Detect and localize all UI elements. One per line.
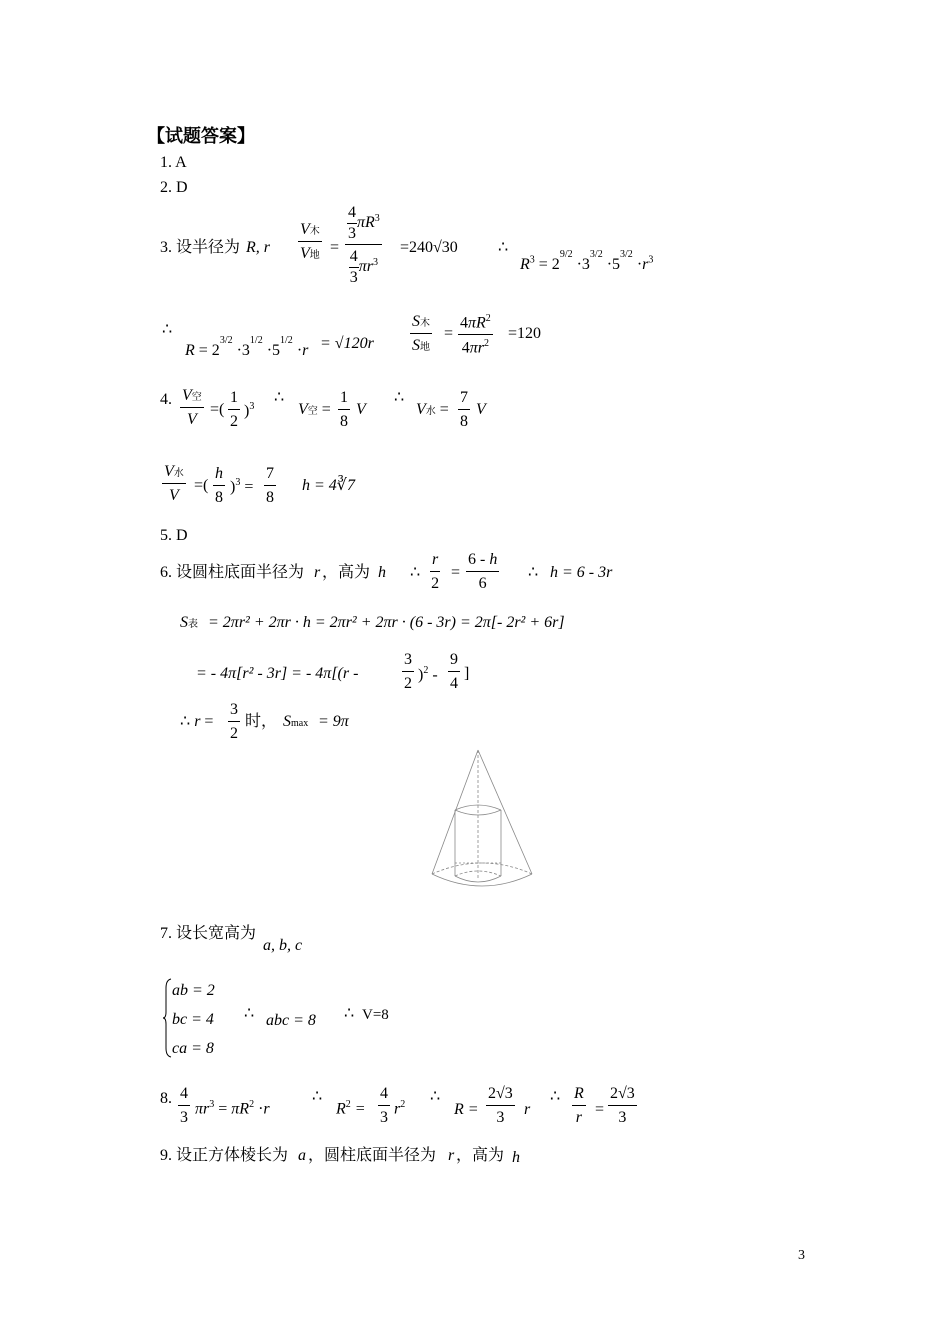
q6-line1: = 2πr² + 2πr · h = 2πr² + 2πr · (6 - 3r) = 2π[- 2r² + 6r]: [208, 614, 565, 631]
answers-heading: 【试题答案】: [147, 126, 255, 147]
q8-prefix: 8.: [160, 1090, 172, 1107]
q3-volume-ratio: V木 V地: [300, 221, 320, 262]
left-brace: [162, 978, 172, 1058]
q7-abc: abc = 8: [266, 1012, 316, 1029]
q3-big-fraction: $\frac{4}{3}$ $\pi R^3$ $\frac{4}{3}$ $\pi r^3$: [345, 205, 382, 286]
therefore-symbol: ∴: [498, 239, 509, 256]
q9-prefix: 9. 设正方体棱长为: [160, 1147, 289, 1164]
q3-r-expr: $R = 2^{3/2} \cdot 3^{1/2} \cdot 5^{1/2} \cdot r$: [185, 335, 309, 359]
q7-eq3: ca = 8: [172, 1040, 214, 1057]
page-number: 3: [798, 1248, 805, 1263]
q3-sub-mu: 木: [309, 226, 320, 237]
q7-eq1: ab = 2: [172, 982, 215, 999]
q4-h-result: h = 4∛7: [302, 477, 355, 494]
q3-sub-di: 地: [309, 250, 320, 261]
q7-vars: a, b, c: [263, 937, 303, 954]
q7-volume: V=8: [362, 1007, 389, 1023]
q3-sqrt120: = √120r: [320, 335, 374, 352]
q3-s-result: =120: [508, 325, 542, 342]
cone-cylinder-diagram: [428, 748, 538, 893]
q6-h-expr: h = 6 - 3r: [550, 564, 613, 581]
q3-r-cubed: $R^3 = 2^{9/2} \cdot 3^{3/2} \cdot 5^{3/2} \cdot r^3$: [520, 249, 654, 273]
q3-vars: R, r: [246, 239, 270, 256]
q7-eq2: bc = 4: [172, 1011, 214, 1028]
q6-smax: = 9π: [318, 713, 349, 730]
q3-surface-ratio: S木 S地: [412, 313, 430, 354]
answer-1: 1. A: [160, 154, 187, 171]
q3-result: =240√30: [400, 239, 458, 256]
q6-prefix: 6. 设圆柱底面半径为: [160, 564, 305, 581]
q7-prefix: 7. 设长宽高为: [160, 925, 257, 942]
q6-line2: = - 4π[r² - 3r] = - 4π[(r -: [196, 665, 359, 682]
answer-5: 5. D: [160, 527, 188, 544]
q4-prefix: 4.: [160, 391, 172, 408]
answer-2: 2. D: [160, 179, 188, 196]
q3-prefix: 3. 设半径为: [160, 239, 241, 256]
